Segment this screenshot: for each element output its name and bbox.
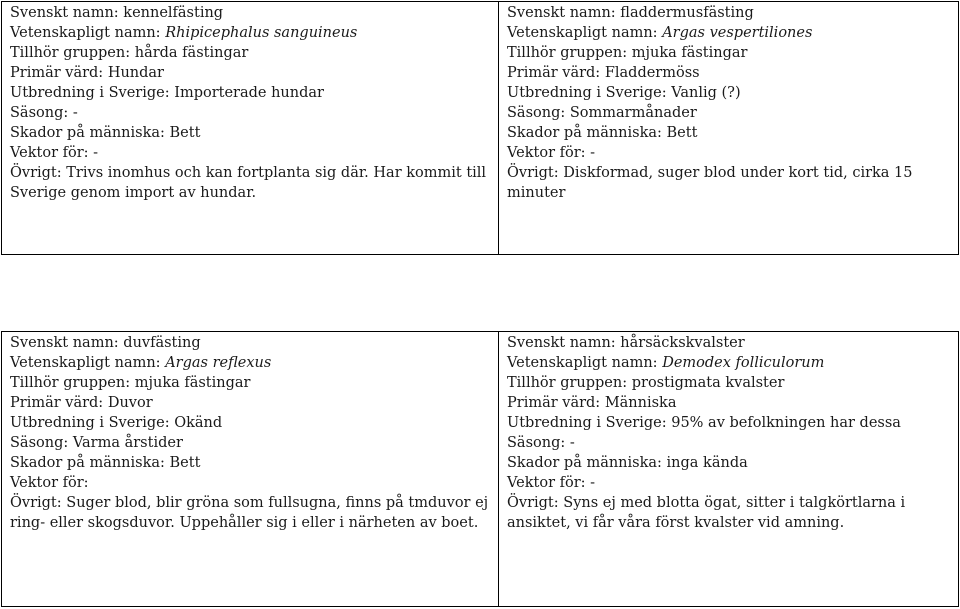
field-utbredning: Utbredning i Sverige: 95% av befolkningen har dessa	[507, 415, 901, 431]
field-tillhor-gruppen: Tillhör gruppen: hårda fästingar	[10, 45, 249, 61]
field-tillhor-gruppen: Tillhör gruppen: mjuka fästingar	[507, 45, 748, 61]
field-sasong: Säsong: Varma årstider	[10, 435, 183, 451]
field-skador: Skador på människa: inga kända	[507, 455, 748, 471]
field-utbredning: Utbredning i Sverige: Importerade hundar	[10, 85, 324, 101]
field-tillhor-gruppen: Tillhör gruppen: mjuka fästingar	[10, 375, 251, 391]
field-svenskt-namn: Svenskt namn: kennelfästing	[10, 5, 224, 21]
species-card-kennelfasting	[2, 2, 499, 255]
field-utbredning: Utbredning i Sverige: Vanlig (?)	[507, 85, 741, 101]
field-ovrigt: Övrigt: Syns ej med blotta ögat, sitter i talgkörtlarna i ansiktet, vi får våra först kvalster vid amning.	[507, 495, 906, 531]
field-vektor: Vektor för: -	[507, 145, 596, 161]
field-primar-vard: Primär värd: Människa	[507, 395, 677, 411]
field-svenskt-namn: Svenskt namn: hårsäckskvalster	[507, 335, 745, 351]
field-sasong: Säsong: -	[10, 105, 78, 121]
field-utbredning: Utbredning i Sverige: Okänd	[10, 415, 223, 431]
species-table-bottom	[1, 331, 959, 607]
field-primar-vard: Primär värd: Hundar	[10, 65, 164, 81]
field-svenskt-namn: Svenskt namn: fladdermusfästing	[507, 5, 754, 21]
field-vetenskapligt-namn: Vetenskapligt namn: Demodex folliculorum	[507, 355, 825, 371]
species-card-duvfasting	[2, 332, 499, 607]
field-ovrigt: Övrigt: Trivs inomhus och kan fortplanta sig där. Har kommit till Sverige genom import av hundar.	[10, 165, 487, 201]
field-ovrigt: Övrigt: Diskformad, suger blod under kort tid, cirka 15 minuter	[507, 165, 913, 201]
field-tillhor-gruppen: Tillhör gruppen: prostigmata kvalster	[507, 375, 785, 391]
field-skador: Skador på människa: Bett	[507, 125, 698, 141]
field-sasong: Säsong: -	[507, 435, 575, 451]
field-vetenskapligt-namn: Vetenskapligt namn: Rhipicephalus sanguineus	[10, 25, 358, 41]
field-vetenskapligt-namn: Vetenskapligt namn: Argas vespertiliones	[507, 25, 813, 41]
species-card-harsackskvalster	[499, 332, 959, 607]
field-vektor: Vektor för: -	[507, 475, 596, 491]
species-table-top	[1, 1, 959, 255]
field-svenskt-namn: Svenskt namn: duvfästing	[10, 335, 201, 351]
field-ovrigt: Övrigt: Suger blod, blir gröna som fullsugna, finns på tmduvor ej ring- eller skogsduvor. Uppehåller sig i eller i närheten av boet.	[10, 495, 489, 531]
field-sasong: Säsong: Sommarmånader	[507, 105, 697, 121]
field-primar-vard: Primär värd: Fladdermöss	[507, 65, 700, 81]
species-card-fladdermusfasting	[499, 2, 959, 255]
field-vektor: Vektor för: -	[10, 145, 99, 161]
field-skador: Skador på människa: Bett	[10, 125, 201, 141]
field-vektor: Vektor för:	[10, 475, 89, 491]
field-vetenskapligt-namn: Vetenskapligt namn: Argas reflexus	[10, 355, 272, 371]
field-primar-vard: Primär värd: Duvor	[10, 395, 153, 411]
field-skador: Skador på människa: Bett	[10, 455, 201, 471]
